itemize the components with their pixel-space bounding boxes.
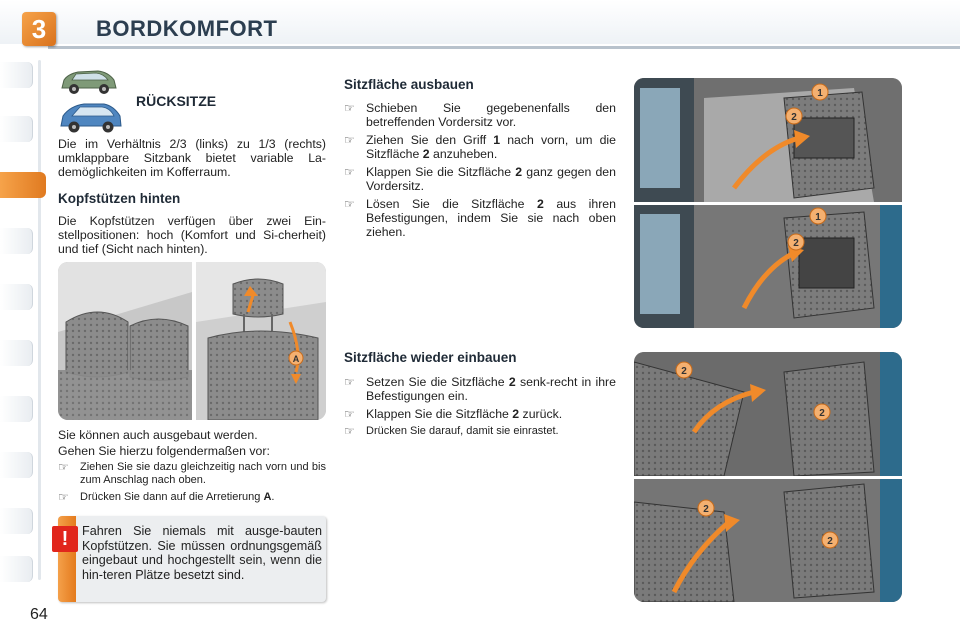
headrests-text: Die Kopfstützen verfügen über zwei Ein-stellpositionen: hoch (Komfort und Si-cherheit) und tief (Sicht nach hinten). [58, 214, 326, 256]
chapter-tab-8[interactable] [0, 452, 33, 478]
callout-2-top: 2 [791, 112, 797, 123]
callout-1-bottom: 1 [815, 212, 821, 223]
chapter-tab-1[interactable] [0, 62, 33, 88]
page-title: BORDKOMFORT [96, 16, 278, 41]
callout-2-refit-b: 2 [819, 408, 825, 419]
removable-text: Sie können auch ausgebaut werden. [58, 428, 258, 442]
tab-rail [38, 60, 41, 580]
remove-steps [344, 101, 616, 239]
callout-2-refit-a: 2 [681, 366, 687, 377]
pointing-hand-icon: ☞ [58, 460, 69, 474]
list-item: ☞ Klappen Sie die Sitzfläche 2 ganz gegen den Vordersitz. [344, 165, 616, 193]
pointing-hand-icon: ☞ [344, 133, 355, 147]
pointing-hand-icon: ☞ [344, 424, 355, 438]
list-item: ☞ Schieben Sie gegebenenfalls den betreffenden Vordersitz vor. [344, 101, 616, 129]
car-blue-icon [58, 100, 124, 139]
callout-1-top: 1 [817, 88, 823, 99]
chapter-tab-3-active[interactable] [0, 172, 46, 198]
list-item: ☞ Setzen Sie die Sitzfläche 2 senk-recht in ihre Befestigungen ein. [344, 375, 616, 403]
chapter-tab-10[interactable] [0, 556, 33, 582]
list-item: ☞ Ziehen Sie den Griff 1 nach vorn, um die Sitzfläche 2 anzuheben. [344, 133, 616, 161]
callout-2-refit-d: 2 [827, 536, 833, 547]
chapter-badge: 3 [22, 12, 56, 46]
header-rule [48, 46, 960, 49]
headrest-steps [58, 461, 326, 504]
list-item [58, 491, 326, 504]
section-title: RÜCKSITZE [136, 93, 217, 109]
warning-text: Fahren Sie niemals mit ausge-bauten Kopfstützen. Sie müssen ordnungsgemäß eingebaut und hochgestellt sein, wenn die hin-teren Plätze besetzt sind. [82, 524, 322, 582]
intro-text: Die im Verhältnis 2/3 (links) zu 1/3 (rechts) umklappbare Sitzbank bietet variable La-demöglichkeiten im Kofferraum. [58, 137, 326, 179]
marker-a: A [292, 354, 300, 364]
procedure-intro: Gehen Sie hierzu folgendermaßen vor: [58, 444, 270, 458]
callout-2-bottom: 2 [793, 238, 799, 249]
pointing-hand-icon: ☞ [344, 101, 355, 115]
headrests-heading: Kopfstützen hinten [58, 191, 181, 206]
remove-heading: Sitzfläche ausbauen [344, 77, 474, 92]
exclamation-icon: ! [52, 526, 78, 552]
seat-refit-photo [634, 352, 902, 602]
list-item: ☞ Lösen Sie die Sitzfläche 2 aus ihren Befestigungen, indem Sie sie nach oben ziehen. [344, 197, 616, 239]
list-item: ☞ Drücken Sie darauf, damit sie einrastet. [344, 424, 559, 438]
chapter-tab-2[interactable] [0, 116, 33, 142]
pointing-hand-icon: ☞ [58, 490, 69, 504]
callout-2-refit-c: 2 [703, 504, 709, 515]
headrest-photo [58, 262, 326, 420]
car-green-icon [58, 66, 120, 101]
list-item [58, 461, 326, 487]
seat-removal-photo [634, 78, 902, 328]
step-text: Ziehen Sie sie dazu gleichzeitig nach vorn und bis zum Anschlag nach oben. [80, 461, 326, 486]
page-number: 64 [30, 606, 48, 623]
refit-steps [344, 375, 616, 438]
pointing-hand-icon: ☞ [344, 407, 355, 421]
chapter-tab-7[interactable] [0, 396, 33, 422]
chapter-tab-5[interactable] [0, 284, 33, 310]
pointing-hand-icon: ☞ [344, 165, 355, 179]
list-item: ☞ Klappen Sie die Sitzfläche 2 zurück. [344, 407, 563, 421]
chapter-tab-6[interactable] [0, 340, 33, 366]
step-text: Drücken Sie dann auf die Arretierung A. [80, 491, 275, 503]
refit-heading: Sitzfläche wieder einbauen [344, 350, 517, 365]
chapter-tab-4[interactable] [0, 228, 33, 254]
pointing-hand-icon: ☞ [344, 197, 355, 211]
chapter-tab-9[interactable] [0, 508, 33, 534]
pointing-hand-icon: ☞ [344, 375, 355, 389]
